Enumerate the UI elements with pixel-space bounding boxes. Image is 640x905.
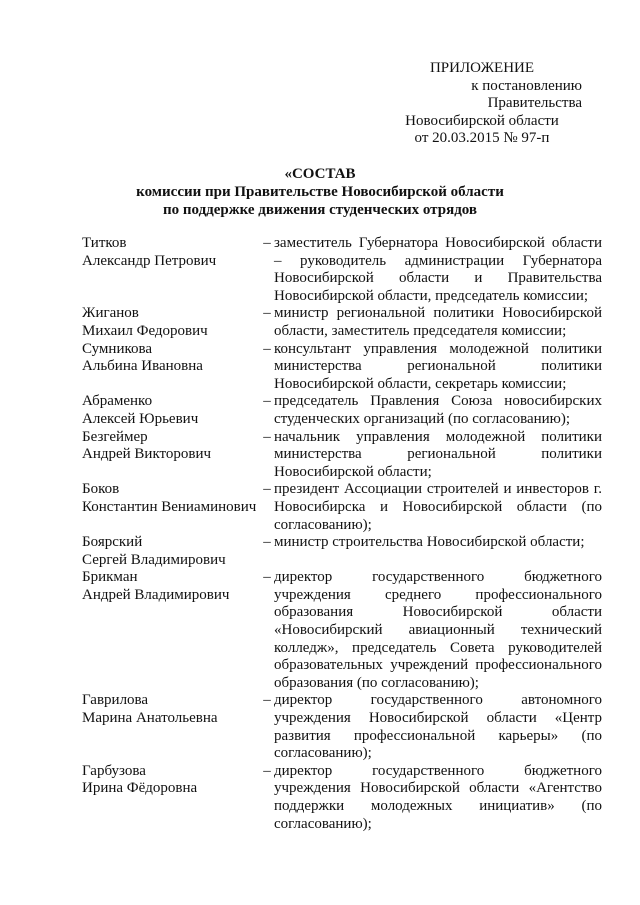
member-name xyxy=(82,534,260,569)
title-line-1: «СОСТАВ xyxy=(284,166,356,182)
member-role: консультант управления молодежной политики министерства региональной политики Новосибирской области, секретарь комиссии; xyxy=(274,340,602,392)
member-name xyxy=(82,235,260,305)
member-role: директор государственного бюджетного учреждения среднего профессионального образования Новосибирской области «Новосибирский авиационный технический колледж», председатель Совета руководителей образовательных учреждений профессионального образования (по согласованию); xyxy=(274,569,602,691)
title-line-3: по поддержке движения студенческих отрядов xyxy=(162,202,478,218)
dash-separator: – xyxy=(263,393,271,410)
appendix-heading: ПРИЛОЖЕНИЕ xyxy=(429,60,535,76)
member-given-names: Ирина Фёдоровна xyxy=(82,780,198,797)
member-name xyxy=(82,341,260,394)
members-list xyxy=(82,235,602,833)
dash-separator: – xyxy=(263,235,271,251)
member-row xyxy=(82,534,602,569)
member-name xyxy=(82,692,260,762)
member-row xyxy=(82,763,602,833)
member-surname: Абраменко xyxy=(82,393,153,410)
title-line-2: комиссии при Правительстве Новосибирской области xyxy=(136,184,504,200)
member-row xyxy=(82,393,602,428)
member-name xyxy=(82,393,260,428)
member-name xyxy=(82,429,260,482)
member-name xyxy=(82,569,260,692)
member-role: президент Ассоциации строителей и инвесторов г. Новосибирска и Новосибирской области (по согласованию); xyxy=(274,481,602,533)
member-role: директор государственного автономного учреждения Новосибирской области «Центр развития профессиональной карьеры» (по согласованию); xyxy=(274,692,602,762)
dash-separator: – xyxy=(263,534,271,551)
dash-separator: – xyxy=(263,428,271,445)
member-row xyxy=(82,235,602,305)
appendix-block xyxy=(382,60,582,148)
member-role: начальник управления молодежной политики министерства региональной политики Новосибирской области; xyxy=(274,428,602,480)
member-row xyxy=(82,481,602,534)
dash-separator: – xyxy=(263,569,271,586)
member-name xyxy=(82,763,260,833)
dash-separator: – xyxy=(263,481,271,498)
member-name xyxy=(82,481,260,534)
member-row xyxy=(82,305,602,340)
member-role: заместитель Губернатора Новосибирской области – руководитель администрации Губернатора Новосибирской области и Правительства Новосибирской области, председатель комиссии; xyxy=(274,235,602,304)
member-role: министр строительства Новосибирской области; xyxy=(274,534,585,551)
member-given-names: Сергей Владимирович xyxy=(82,551,226,568)
member-surname: Сумникова xyxy=(82,340,153,357)
member-surname: Гарбузова xyxy=(82,762,146,779)
member-role: директор государственного бюджетного учреждения Новосибирской области «Агентство поддержки молодежных инициатив» (по согласованию); xyxy=(274,762,602,832)
member-surname: Боков xyxy=(82,481,120,498)
member-given-names: Марина Анатольевна xyxy=(82,710,218,727)
member-surname: Гаврилова xyxy=(82,692,149,709)
member-surname: Брикман xyxy=(82,569,138,586)
appendix-region: Новосибирской области xyxy=(405,112,559,129)
member-surname: Жиганов xyxy=(82,305,139,322)
member-row xyxy=(82,569,602,692)
member-given-names: Андрей Викторович xyxy=(82,446,212,463)
member-surname: Безгеймер xyxy=(82,428,148,445)
dash-separator: – xyxy=(263,692,271,709)
member-role: министр региональной политики Новосибирской области, заместитель председателя комиссии; xyxy=(274,305,602,339)
member-surname: Титков xyxy=(82,235,127,251)
dash-separator: – xyxy=(263,762,271,779)
appendix-date-number: от 20.03.2015 № 97-п xyxy=(414,130,550,146)
member-given-names: Алексей Юрьевич xyxy=(82,410,199,427)
appendix-resolution: к постановлению Правительства xyxy=(471,77,582,111)
dash-separator: – xyxy=(263,340,271,357)
member-surname: Боярский xyxy=(82,534,143,551)
member-role: председатель Правления Союза новосибирских студенческих организаций (по согласованию); xyxy=(274,393,602,427)
member-row xyxy=(82,692,602,762)
member-given-names: Альбина Ивановна xyxy=(82,358,203,375)
member-given-names: Андрей Владимирович xyxy=(82,586,230,603)
member-row xyxy=(82,429,602,482)
document-title xyxy=(0,165,640,219)
member-name xyxy=(82,305,260,340)
member-given-names: Александр Петрович xyxy=(82,252,217,269)
dash-separator: – xyxy=(263,305,271,322)
member-given-names: Михаил Федорович xyxy=(82,322,208,339)
member-given-names: Константин Вениаминович xyxy=(82,498,257,515)
member-row xyxy=(82,341,602,394)
